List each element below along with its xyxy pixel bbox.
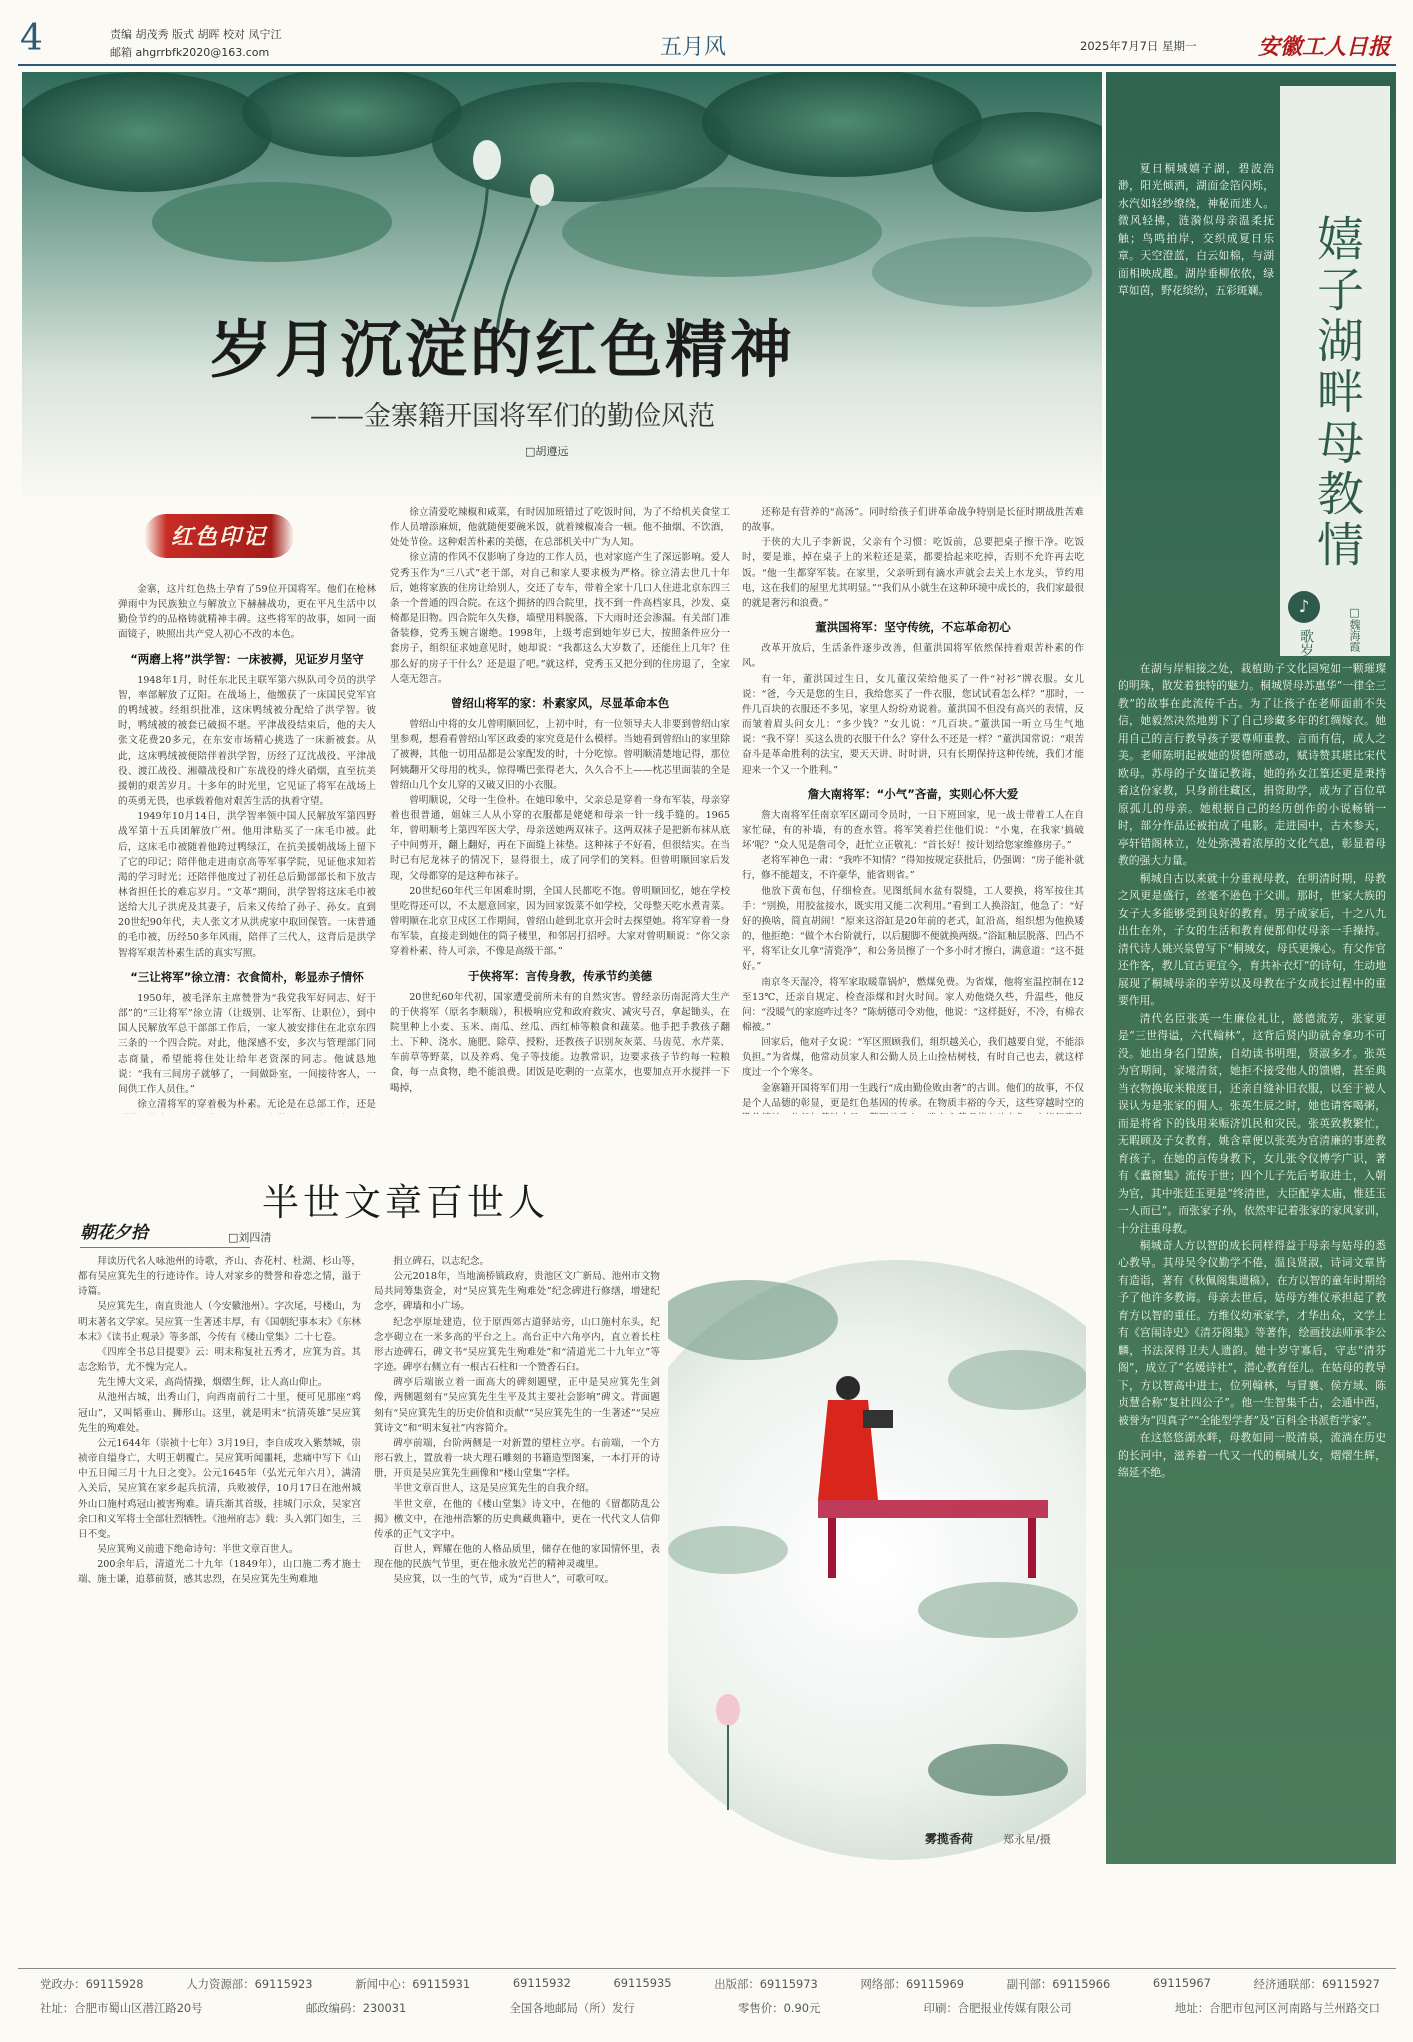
sidebar-title: 嬉子湖畔母教情 [1309,214,1364,571]
paragraph: 1950年，被毛泽东主席赞誉为“我党我军好同志、好干部”的“三让将军”徐立清（让级别、让军衔、让职位），到中国人民解放军总干部部工作后，一家人被安排住在北京东四三条的一个四合院。对此，他深感不安，多次与管理部门同志商量，希望能将住处让给年老资深的同志。他诚恳地说：“我有三间房子就够了，一间做卧室，一间接待客人，一间供工作人员住。” [118,992,376,1095]
footer-item: 全国各地邮局（所）发行 [509,2001,635,2015]
photo-credit: 郑永星/摄 [1003,1833,1051,1846]
paragraph: 改革开放后，生活条件逐步改善，但董洪国将军依然保持着艰苦朴素的作风。 [742,643,1084,670]
sidebar-body-bottom [1118,660,1386,1858]
paragraph: 20世纪60年代三年困难时期，全国人民都吃不饱。曾明顺回忆，她在学校里吃得还可以，不太愿意回家，因为回家饭菜不如学校，父母整天吃水煮青菜。曾明顺在北京卫戍区工作期间，曾绍山趁到北京开会时去探望她。将军穿着一身布军装，直接走到她住的筒子楼里，和邻居打招呼。大家对曾明顺说：“你父亲穿着朴素、待人可亲，不像是高级干部。” [390,885,730,958]
lotus-pond-illustration [22,72,1102,502]
footer-address [40,2000,1380,2016]
footer-item: 邮政编码：230031 [305,2001,407,2015]
paragraph: 捐立碑石，以志纪念。 [393,1256,490,1267]
page-header [0,0,1413,66]
footer-item: 地址：合肥市包河区河南路与兰州路交口 [1174,2001,1380,2015]
footer-item: 党政办：69115928 [40,1977,144,1991]
footer-item: 出版部：69115973 [714,1977,818,1991]
footer-item: 经济通联部：69115927 [1253,1977,1380,1991]
paragraph: 1949年10月14日，洪学智率领中国人民解放军第四野战军第十五兵团解放广州。他用津贴买了一床毛巾被。此后，这床毛巾被随着他跨过鸭绿江，在抗美援朝战场上留下了它的印记；陪伴他走进南京高等军事学院，见证他求知若渴的学习时光；还陪伴他度过了初任总后勤部部长和下放吉林省担任长的难忘岁月。“文革”期间，洪学智将这床毛巾被送给大儿子洪虎及其妻子，后来又传给了孙子、孙女。直到20世纪90年代，夫人张文才从洪虎家中取回保管。一床普通的毛巾被，历经50多年风雨，陪伴了三代人，这背后是洪学智将军艰苦朴素生活的真实写照。 [118,811,376,959]
paragraph: 公元1644年（崇祯十七年）3月19日，李自成攻入紫禁城，崇祯帝自缢身亡，大明王朝覆亡。吴应箕听闻噩耗，悲痛中写下《山中五日闻三月十九日之变》。公元1645年（弘光元年六月），满清入关后，吴应箕在家乡起兵抗清，兵败被俘，10月17日在池州城外山口施村鸡冠山被害殉难。请兵渐其首级，挂城门示众，吴家宫余口和义军将士全部壮烈牺牲。《池州府志》载：头入郭门如生，三日不变。 [78,1437,361,1540]
section-title: 五月风 [660,35,727,60]
paragraph: 从池州古城，出秀山门，向西南前行二十里，便可见那座“鸡冠山”，又叫韬垂山、狮形山。这里，就是明末“抗清英雄”吴应箕先生的殉难处。 [78,1392,361,1434]
editor-email: 邮箱 ahgrrbfk2020@163.com [110,46,270,59]
section-heading: 董洪国将军：坚守传统，不忘革命初心 [815,620,1011,635]
sidebar-paragraph: 夏日桐城嬉子湖，碧波浩渺，阳光倾洒，湖面金箔闪烁，水汽如轻纱缭绕，神秘而迷人。微风轻拂，涟漪似母亲温柔抚触；鸟鸣拍岸，交织成夏日乐章。天空澄蓝，白云如棉，与湖面相映成趣。湖岸垂柳依依，绿草如茵，野花缤纷，五彩斑斓。 [1118,162,1274,298]
main-article-column-3 [742,505,1084,1114]
photo-woman-red-dress [668,1250,1086,1864]
paragraph: 回家后，他对子女说：“军区照顾我们，组织越关心，我们越要自觉，不能添负担。”为省煤，他常动员家人和公勤人员上山捡枯树枝，有时自己也去，就这样度过一个个寒冬。 [742,1037,1084,1079]
footer-item: 新闻中心：69115931 [355,1977,471,1991]
page-number: 4 [20,18,43,59]
paragraph: 有一年，董洪国过生日，女儿董汉荣给他买了一件“衬衫”牌衣服。女儿说：“爸，今天是您的生日，我给您买了一件衣服，您试试看怎么样？”那时，一件几百块的衣服还不多见，家里人纷纷劝说着。董洪国不但没有高兴的表情，反而皱着眉头问女儿：“多少钱？”女儿说：“几百块。”董洪国一听立马生气地说：“我不穿！买这么贵的衣服干什么？穿什么不还是一样？”董洪国常说：“艰苦奋斗是革命胜利的法宝，要天天讲、时时讲，只有长期保持这种传统，我们才能迎来一个又一个胜利。” [742,673,1084,776]
footer-rule [18,1968,1396,1969]
footer-item: 69115935 [613,1976,672,1990]
photo-caption: 雾揽香荷 [925,1832,974,1846]
sidebar-author: □魏海霞 [1348,606,1361,652]
section-heading: 于侠将军：言传身教，传承节约美德 [468,968,652,983]
paragraph: 詹大南将军任南京军区副司令员时，一日下班回家，见一战士带着工人在自家忙碌，有的补墙，有的查水管。将军笑着拦住他们说：“小鬼，在我家‘搞破坏’呢？”众人见是詹司令，赶忙立正敬礼：“首长好！按计划给您家维修房子。” [742,809,1084,852]
essay-column-1 [78,1254,361,1860]
footer-item: 人力资源部：69115923 [186,1977,313,1991]
sidebar-paragraph: 桐城奇人方以智的成长同样得益于母亲与姑母的悉心教导。其母吴令仪勤学不倦，温良贤淑，诗词文章皆有造诣，著有《秋佩阁集遗稿》，在方以智的童年时期给予了他许多教诲。母亲去世后，姑母方维仪承担起了教育方以智的重任。方维仪幼承家学，才华出众，文学上有《宫闱诗史》《清芬阁集》等著作，绘画技法师承李公麟，书法深得卫夫人遗韵。她十岁守寡后，守志“清芬阁”，成立了“名媛诗社”，潜心教育侄儿。在姑母的教导下，方以智高中进士，位列翰林，与冒襄、侯方域、陈贞慧合称“复社四公子”。他一生智集千古，会通中西，被誉为“四真子”“全能型学者”及“百科全书派哲学家”。 [1118,1238,1386,1427]
section-heading: 詹大南将军：“小气”吝啬，实则心怀大爱 [807,786,1019,801]
paragraph: 南京冬天湿冷，将军家取暖靠锅炉，燃煤免费。为省煤，他将室温控制在12至13℃，还亲自规定、检查添煤和封火时间。家人劝他烧久些，升温些，他反问：“没暖气的家庭咋过冬？”陈炳德司令劝他，他说：“这样挺好，不冷，有棉衣棉被。” [742,976,1084,1033]
sidebar-title-box [1280,86,1390,671]
footer-contacts [40,1976,1380,1992]
paragraph: 碑亭后端嵌立着一面高大的碑刻题壁，正中是吴应箕先生剑像，两侧题刻有“吴应箕先生生平及其主要社会影响”碑文。背面题刻有“吴应箕先生的历史价值和贡献”“吴应箕先生的一生著述”“吴应箕诗文”和“明末复社”内容简介。 [374,1377,660,1434]
hero-lotus-image [22,72,1102,502]
red-memory-column-logo [144,514,294,558]
footer-item: 零售价：0.90元 [738,2001,821,2015]
essay-column-label [80,1214,250,1248]
footer-item: 副刊部：69115966 [1006,1977,1111,1991]
song-icon: ♪ [1288,591,1320,623]
section-heading: 曾绍山将军的家：朴素家风，尽显革命本色 [450,695,670,710]
paragraph: 金寨籍开国将军们用一生践行“成由勤俭败由奢”的古训。他们的故事，不仅是个人品德的彰显，更是红色基因的传承。在物质丰裕的今天，这些穿越时空的 [742,1082,1084,1109]
paragraph: 吴应箕殉义前遗下绝命诗句：半世文章百世人。 [97,1543,299,1555]
main-article-author: □胡遵远 [525,445,569,458]
newspaper-name: 安徽工人日报 [1258,34,1391,60]
paragraph: 吴应箕，以一生的气节，成为“百世人”，可歌可叹。 [393,1574,615,1586]
paragraph: 曾明顺说，父母一生俭朴。在她印象中，父亲总是穿着一身布军装，母亲穿着也很普通，姐妹三人从小穿的衣服都是姥姥和母亲一针一线手缝的。1965年，曾明顺考上第四军医大学，母亲送她两双袜子。这两双袜子是把新布袜从底子中间剪开，翻上翻好，再在下面缝上袜垫。这种袜子不好看，但很结实。在当时已有尼龙袜子的情况下，显得很土，成了同学们的笑料。但曾明顺回家后发现，父母都穿的是这种布袜子。 [390,794,730,882]
paragraph: 200余年后，清道光二十九年（1849年），山口施二秀才施士端、施士谦，追慕前贤，感其忠烈，在吴应箕先生殉难地 [78,1559,361,1586]
paragraph: 于侠的大儿子李新说，父亲有个习惯：吃饭前，总要把桌子擦干净。吃饭时，要是谁，掉在桌子上的米粒还是菜，都要拾起来吃掉，否则不允许再去吃饭。“他一生都穿军装。在家里，父亲听到有滴水声就会去关上水龙头，节约用电，这在我们的屋里尤其明显。”“我们从小就生在这种环境中成长的，我们家最很的就是奢污和浪费。” [742,537,1084,609]
paragraph: 徐立清爱吃辣椒和咸菜，有时因加班错过了吃饭时间，为了不给机关食堂工作人员增添麻烦，他就随便要碗米饭，就着辣椒凑合一顿。他不抽烟、不饮酒，处处节俭。这种艰苦朴素的美德，在总部机关中广为人知。 [390,507,730,549]
section-heading: “两磨上将”洪学智：一床被褥，见证岁月坚守 [130,651,364,666]
paragraph: 吴应箕先生，南直贵池人（今安徽池州）。字次尾，号楼山，为明末著名文学家。吴应箕一生著述丰厚，有《国朝纪事本末》《东林本末》《读书止观录》等多部，今传有《楼山堂集》二十七卷。 [78,1301,361,1343]
paragraph: 1948年1月，时任东北民主联军第六纵队司令员的洪学智，率部解放了辽阳。在战场上，他缴获了一床国民党军官的鸭绒被。经组织批准，这床鸭绒被分配给了洪学智。彼时，鸭绒被的被套已破损不堪。平津战役结束后，他的夫人张文花费20多元，在东安市场精心挑选了一床新被套。从此，这床鸭绒被便陪伴着洪学智，历经了辽沈战役、平津战役、渡江战役、湘赣战役和广东战役的烽火硝烟，直至抗美援朝的艰苦岁月。十多年的时光里，它见证了将军在战场上的英勇无畏，也承载着他对艰苦生活的执着守望。 [118,674,376,808]
essay-author: □刘四清 [228,1231,272,1244]
paragraph: 半世文章百世人，这是吴应箕先生的自我介绍。 [393,1483,595,1495]
editor-credits: 责编 胡茂秀 版式 胡晖 校对 凤宁江 [110,28,282,41]
footer-item: 印刷：合肥报业传媒有限公司 [923,2001,1072,2015]
sidebar-paragraph: 清代名臣张英一生廉俭礼让，懿德流芳，张家更是“三世得谥，六代翰林”，这背后贤内助就舍拿功不可没。她出身名门望族，自幼读书明理，贤淑多才。张英为官期间，家境清贫，她拒不接受他人的馈赠，甚至典当衣物换取米粮度日，还亲自缝补旧衣服，以至于被人误认为是张家的佣人。张英生辰之时，她也请客喝粥，而是将省下的钱用来赈济饥民和灾民。张英致教繁忙，无暇顾及子女教育，姚含章便以张英为官清廉的事迹教育孩子。在她的言传身教下，女儿张令仪博学广识，著有《蠹窗集》流传于世；四个儿子先后考取进士，入朝为官，其中张廷玉更是“终清世，大臣配享太庙，惟廷玉一人而已”。而张家子孙，依然牢记着张家的家风家训，十分注重母教。 [1118,1011,1386,1235]
paragraph: 公元2018年，当地滴桥镇政府，贵池区文广新局、池州市文物局共同筹集资金，对“吴应箕先生殉难处”纪念碑进行修缮，增建纪念亭，碑墙和小广场。 [374,1271,660,1313]
main-article-column-1 [118,582,376,1114]
footer-item: 网络部：69115969 [860,1977,964,1991]
paragraph: 《四库全书总目提要》云：明末称复社五秀才，应箕为首。其志念贻节，尤不愧为完人。 [78,1346,361,1374]
sidebar-column-label [1288,591,1328,671]
paragraph: 百世人，辉耀在他的人格品质里，储存在他的家国情怀里，表现在他的民族气节里，更在他永放光芒的精神灵魂里。 [374,1543,660,1571]
paragraph: 曾绍山中将的女儿曾明顺回忆，上初中时，有一位领导夫人非要到曾绍山家里参观，想看看曾绍山军区政委的家究竟是什么模样。当她看到曾绍山的家里除了被褥，其他一切用品都是公家配发的时，十分吃惊。曾明顺清楚地记得，那位阿姨翻开父母用的枕头，惊得嘴巴张得老大，久久合不上——枕芯里面装的全是曾绍山几个女儿穿的又破又旧的小衣服。 [390,719,730,791]
paragraph: 徐立清将军的穿着极为朴素。无论是在总部工作，还是 [137,1099,376,1110]
paragraph: 碑亭前端，台阶两侧是一对新置的望柱立亭。右前端，一个方形石敦上，置放着一块大理石雕刻的书籍造型图案，一本打开的诗册，开页是吴应箕先生画像和“楼山堂集”字样。 [374,1437,660,1480]
essay-title: 半世文章百世人 [262,1181,549,1224]
sidebar-paragraph: 在这悠悠湖水畔，母教如同一股清泉，流淌在历史的长河中，滋养着一代又一代的桐城儿女，熠熠生辉，绵延不绝。 [1118,1431,1386,1480]
essay-column-logo: 朝花夕拾 [80,1223,148,1243]
sidebar-paragraph: 桐城自古以来就十分重视母教，在明清时期，母教之风更是盛行，丝毫不逊色于父训。那时，世家大族的女子大多能够受到良好的教育。男子成家后，十之八九出仕在外，子女的生活和教育便都仰仗母亲一手操持。清代诗人姚兴泉曾写下“桐城女，母氏更操心。有父作官还作客，教儿宜古更宜今，育共补衣灯”的诗句，生动地展现了桐城母亲的辛劳以及母教在子女成长过程中的重要作用。 [1118,871,1386,1008]
main-article-subtitle: ——金寨籍开国将军们的勤俭风范 [310,401,715,432]
main-article-column-2 [390,505,730,1114]
footer-item: 69115967 [1152,1976,1211,1990]
section-heading: “三让将军”徐立清：衣食简朴，彰显赤子情怀 [130,969,364,984]
header-rule [18,64,1396,66]
paragraph: 他放下黄布包，仔细检查。见图纸间水盆有裂缝，工人要换，将军按住其手：“别换，用胶盆接水，既实用又能二次利用。”看到工人换浴缸，他急了：“好好的换啥，简直胡闹！”原来这浴缸是20年前的老式，缸沿高，组织想为他换矮的，他拒绝：“做个木台阶就行，以后腿脚不便就换两级。”浴缸釉层脱落、凹凸不平，将军让女儿拿“清瓷净”，和公务员擦了一个多小时才擦白，满意道：“这不挺好。” [742,885,1084,973]
footer-item: 社址：合肥市蜀山区潜江路20号 [40,2001,203,2015]
footer-item: 69115932 [512,1976,571,1990]
paragraph: 还称是有营养的“高汤”。同时给孩子们讲革命战争特别是长征时期战胜苦难的故事。 [742,507,1084,534]
paragraph: 纪念亭原址建造，位于原西郊古道驿站旁，山口施村东头，纪念亭砌立在一米多高的平台之上。高台正中六角亭内，直立着长柱形古迹碑石，碑文书“吴应箕先生殉难处”和“清道光二十九年立”等字迹。碑亭右侧立有一根古石柱和一个赞香石臼。 [374,1316,660,1374]
sidebar-paragraph: 在湖与岸相接之处，栽植助子文化园宛如一颗璀璨的明珠，散发着独特的魅力。桐城贤母苏惠华“一律全三教”的故事在此流传千古。为了让孩子在老师面前不失信，她毅然决然地剪下了自己珍藏多年的红绸嫁衣。她用自己的言行教导孩子要尊师重教、言而有信，成人之美。老师陈明起被她的贤德所感动，赋诗赞其堪比宋代欧母。苏母的子女谨记教诲，她的孙女江篁还更是秉持着这份家教，只身前往藏区，捐资助学，成为了百位草原孤儿的母亲。她根据自己的经历创作的小说畅销一时，部分作品还被拍成了电影。走进园中，古木参天，亭轩错阁林立，处处弥漫着浓厚的文化气息，彰显着母教的强大力量。 [1118,662,1386,868]
lotus-mist-photo [668,1250,1086,1864]
paragraph: 金寨，这片红色热土孕育了59位开国将军。他们在枪林弹雨中为民族独立与解放立下赫赫战功，更在平凡生活中以勤俭节约的品格铸就精神丰碑。这些将军的故事，如同一面面镜子，映照出共产党人初心不改的本色。 [118,584,376,641]
issue-date: 2025年7月7日 星期一 [1080,39,1197,53]
paragraph: 老将军神色一肃：“我咋不知情？”得知按规定获批后，仍强调：“房子能补就行，修不能超支，不许豪华，能省则省。” [742,855,1084,882]
paragraph: 20世纪60年代初，国家遭受前所未有的自然灾害。曾经亲历南泥湾大生产的于侠将军（原名李顺瑞），积极响应党和政府救灾、减灾号召，拿起锄头，在院里种上小麦、玉米、南瓜、丝瓜、西红柿等粮食和蔬菜。他手把手教孩子翻土、下种、浇水、施肥、除草、授粉，还教孩子识别灰灰菜、马齿苋、水芹菜、车前草等野菜，以及养鸡、兔子等技能。边教常识，边要求孩子节约每一粒粮食，每一点食物，绝不能浪费。团饭是吃剩的一点菜水，也要加点开水搅拌一下喝掉， [390,991,730,1094]
paragraph: 徐立清的作风不仅影响了身边的工作人员，也对家庭产生了深远影响。爱人党秀玉作为“三八式”老干部，对自己和家人要求极为严格。徐立清去世几十年后，她将家族的住房让给别人，交还了专车，带着全家十几口人住进北京东四三条一个普通的四合院。在这个拥挤的四合院里，找不到一件高档家具，沙发、桌椅都是旧物。四合院年久失修，墙壁用料脱落，下大雨时还会渗漏。有关部门准备装修，党秀玉婉言谢绝。1998年，上级考虑到她年岁已大，按照条件应分一套房子，组织征求她意见时，她却说：“我都这么大岁数了，还能住上几年？住那么好的房子干什么？还是退了吧。”就这样，党秀玉又把分到的住房退了，全家人毫无怨言。 [390,552,730,685]
essay-column-2 [374,1254,660,1860]
main-article-title: 岁月沉淀的红色精神 [210,313,796,386]
sidebar-body-top [1118,160,1274,660]
sidebar-column-text: 歌岁月 [1298,629,1314,671]
paragraph: 先生博大文采，高尚情操，烟熠生辉，让人高山仰止。 [97,1377,328,1389]
red-memory-logo-text: 红色印记 [170,524,267,550]
paragraph: 拜读历代名人咏池州的诗歌，齐山、杏花村、杜湖、杉山等，都有吴应箕先生的行迹诗作。诗人对家乡的赞誉和眷恋之情，溢于诗篇。 [78,1256,361,1298]
paragraph: 半世文章，在他的《楼山堂集》诗文中，在他的《留都防乱公揭》檄文中，在池州浩繁的历史典藏典籍中，更在一代代文人信仰传承的正气文字中。 [374,1498,660,1540]
